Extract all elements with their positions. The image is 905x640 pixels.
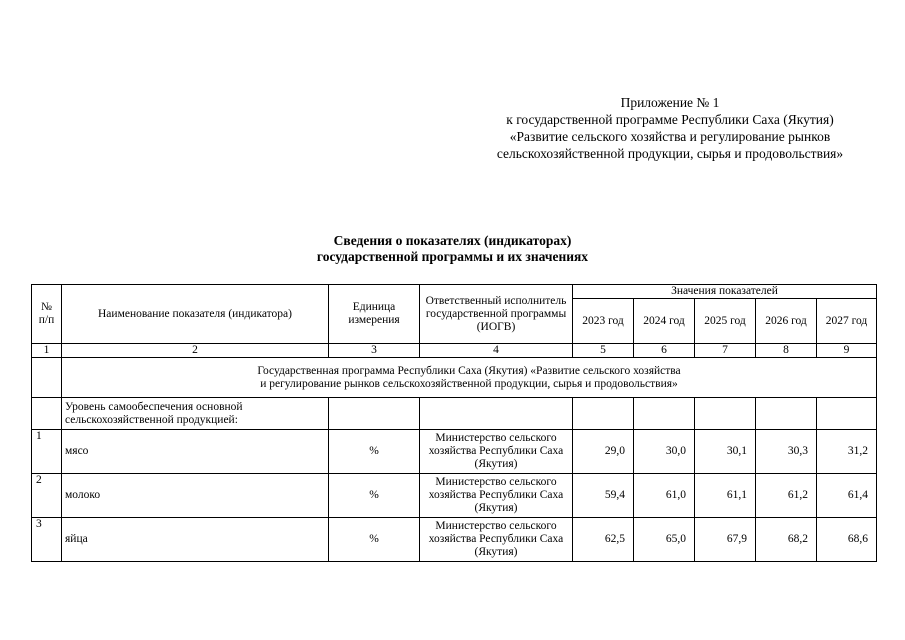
program-row — [32, 358, 877, 398]
appendix-block — [420, 94, 905, 162]
row-number: 3 — [32, 518, 62, 562]
empty-cell — [817, 398, 877, 430]
empty-cell — [695, 398, 756, 430]
col-number: 2 — [62, 344, 329, 358]
title-line-2: государственной программы и их значениях — [316, 249, 589, 264]
col-number: 4 — [420, 344, 573, 358]
appendix-line-1: Приложение № 1 — [620, 95, 720, 110]
empty-cell — [573, 398, 634, 430]
col-number: 9 — [817, 344, 877, 358]
value-cell: 61,1 — [695, 474, 756, 518]
indicator-name: мясо — [62, 430, 329, 474]
header-values-group: Значения показателей — [573, 285, 877, 299]
table-row — [32, 430, 877, 474]
group-row-label: Уровень самообеспечения основной сельскохозяйственной продукцией: — [62, 398, 329, 430]
unit-cell: % — [329, 474, 420, 518]
program-row-empty-cell — [32, 358, 62, 398]
value-cell: 61,4 — [817, 474, 877, 518]
value-cell: 68,6 — [817, 518, 877, 562]
value-cell: 68,2 — [756, 518, 817, 562]
row-number: 1 — [32, 430, 62, 474]
value-cell: 67,9 — [695, 518, 756, 562]
header-year: 2027 год — [817, 299, 877, 344]
value-cell: 31,2 — [817, 430, 877, 474]
program-title-cell — [62, 358, 877, 398]
value-cell: 61,0 — [634, 474, 695, 518]
value-cell: 59,4 — [573, 474, 634, 518]
indicators-table — [31, 284, 877, 562]
program-title-line-2: и регулирование рынков сельскохозяйственной продукции, сырья и продовольствия» — [260, 377, 678, 390]
appendix-line-3: «Развитие сельского хозяйства и регулирование рынков — [509, 129, 831, 144]
header-executor: Ответственный исполнитель государственной программы (ИОГВ) — [420, 285, 573, 344]
header-year: 2024 год — [634, 299, 695, 344]
header-row-1 — [32, 285, 877, 299]
executor-cell: Министерство сельского хозяйства Республики Саха (Якутия) — [420, 474, 573, 518]
unit-cell: % — [329, 430, 420, 474]
empty-cell — [32, 398, 62, 430]
header-year: 2023 год — [573, 299, 634, 344]
empty-cell — [420, 398, 573, 430]
col-number: 1 — [32, 344, 62, 358]
header-no: № п/п — [32, 285, 62, 344]
document-title — [150, 233, 755, 265]
group-row — [32, 398, 877, 430]
executor-cell: Министерство сельского хозяйства Республики Саха (Якутия) — [420, 430, 573, 474]
header-unit: Единица измерения — [329, 285, 420, 344]
unit-cell: % — [329, 518, 420, 562]
empty-cell — [329, 398, 420, 430]
header-name: Наименование показателя (индикатора) — [62, 285, 329, 344]
column-numbers-row — [32, 344, 877, 358]
empty-cell — [634, 398, 695, 430]
col-number: 7 — [695, 344, 756, 358]
col-number: 8 — [756, 344, 817, 358]
value-cell: 62,5 — [573, 518, 634, 562]
appendix-line-2: к государственной программе Республики Саха (Якутия) — [506, 112, 834, 127]
value-cell: 29,0 — [573, 430, 634, 474]
value-cell: 65,0 — [634, 518, 695, 562]
value-cell: 30,1 — [695, 430, 756, 474]
value-cell: 30,0 — [634, 430, 695, 474]
col-number: 6 — [634, 344, 695, 358]
title-line-1: Сведения о показателях (индикаторах) — [333, 233, 572, 248]
indicator-name: яйца — [62, 518, 329, 562]
header-year: 2025 год — [695, 299, 756, 344]
appendix-line-4: сельскохозяйственной продукции, сырья и продовольствия» — [496, 146, 844, 161]
col-number: 3 — [329, 344, 420, 358]
table-row — [32, 518, 877, 562]
row-number: 2 — [32, 474, 62, 518]
value-cell: 30,3 — [756, 430, 817, 474]
table-row — [32, 474, 877, 518]
executor-cell: Министерство сельского хозяйства Республики Саха (Якутия) — [420, 518, 573, 562]
col-number: 5 — [573, 344, 634, 358]
header-year: 2026 год — [756, 299, 817, 344]
program-title-line-1: Государственная программа Республики Саха (Якутия) «Развитие сельского хозяйства — [257, 364, 681, 377]
empty-cell — [756, 398, 817, 430]
indicator-name: молоко — [62, 474, 329, 518]
value-cell: 61,2 — [756, 474, 817, 518]
